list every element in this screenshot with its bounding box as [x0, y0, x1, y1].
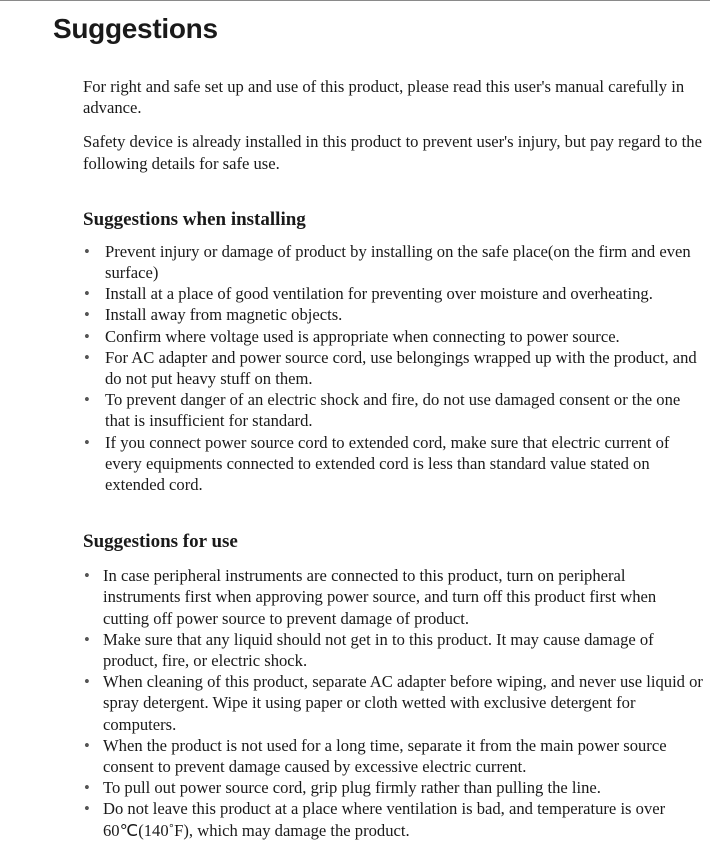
list-item: • When the product is not used for a long time, separate it from the main power source consent to prevent damage caused by excessive electric current.	[83, 735, 703, 777]
list-item: • To pull out power source cord, grip plug firmly rather than pulling the line.	[83, 777, 703, 798]
list-item: • Prevent injury or damage of product by installing on the safe place(on the firm and even surface)	[83, 241, 703, 283]
list-item: • If you connect power source cord to extended cord, make sure that electric current of every equipments connected to extended cord is less than standard value stated on extended cord.	[83, 432, 703, 496]
list-item: • Install away from magnetic objects.	[83, 304, 703, 325]
page-title: Suggestions	[53, 13, 218, 44]
section-use	[83, 530, 703, 841]
list-item: • Install at a place of good ventilation for preventing over moisture and overheating.	[83, 283, 703, 304]
list-item: • Make sure that any liquid should not get in to this product. It may cause damage of product, fire, or electric shock.	[83, 629, 703, 671]
installing-list	[83, 241, 703, 495]
section-title-use: Suggestions for use	[83, 531, 238, 553]
top-rule	[0, 0, 710, 1]
use-list	[83, 565, 703, 841]
list-item: • When cleaning of this product, separate AC adapter before wiping, and never use liquid or spray detergent. Wipe it using paper or cloth wetted with exclusive detergent for computers.	[83, 671, 703, 735]
list-item: • To prevent danger of an electric shock and fire, do not use damaged consent or the one that is insufficient for standard.	[83, 389, 703, 431]
intro-section	[83, 76, 703, 174]
document-body	[83, 76, 703, 841]
list-item: • For AC adapter and power source cord, use belongings wrapped up with the product, and do not put heavy stuff on them.	[83, 347, 703, 389]
intro-paragraph: Safety device is already installed in this product to prevent user's injury, but pay regard to the following details for safe use.	[83, 132, 702, 173]
list-item: • Do not leave this product at a place where ventilation is bad, and temperature is over 60℃(140˚F), which may damage the product.	[83, 798, 703, 840]
section-installing	[83, 208, 703, 495]
list-item: • In case peripheral instruments are connected to this product, turn on peripheral instruments first when approving power source, and turn off this product first when cutting off power source to prevent damage of product.	[83, 565, 703, 629]
intro-paragraph: For right and safe set up and use of this product, please read this user's manual carefully in advance.	[83, 77, 685, 118]
section-title-installing: Suggestions when installing	[83, 208, 306, 230]
list-item: • Confirm where voltage used is appropriate when connecting to power source.	[83, 326, 703, 347]
